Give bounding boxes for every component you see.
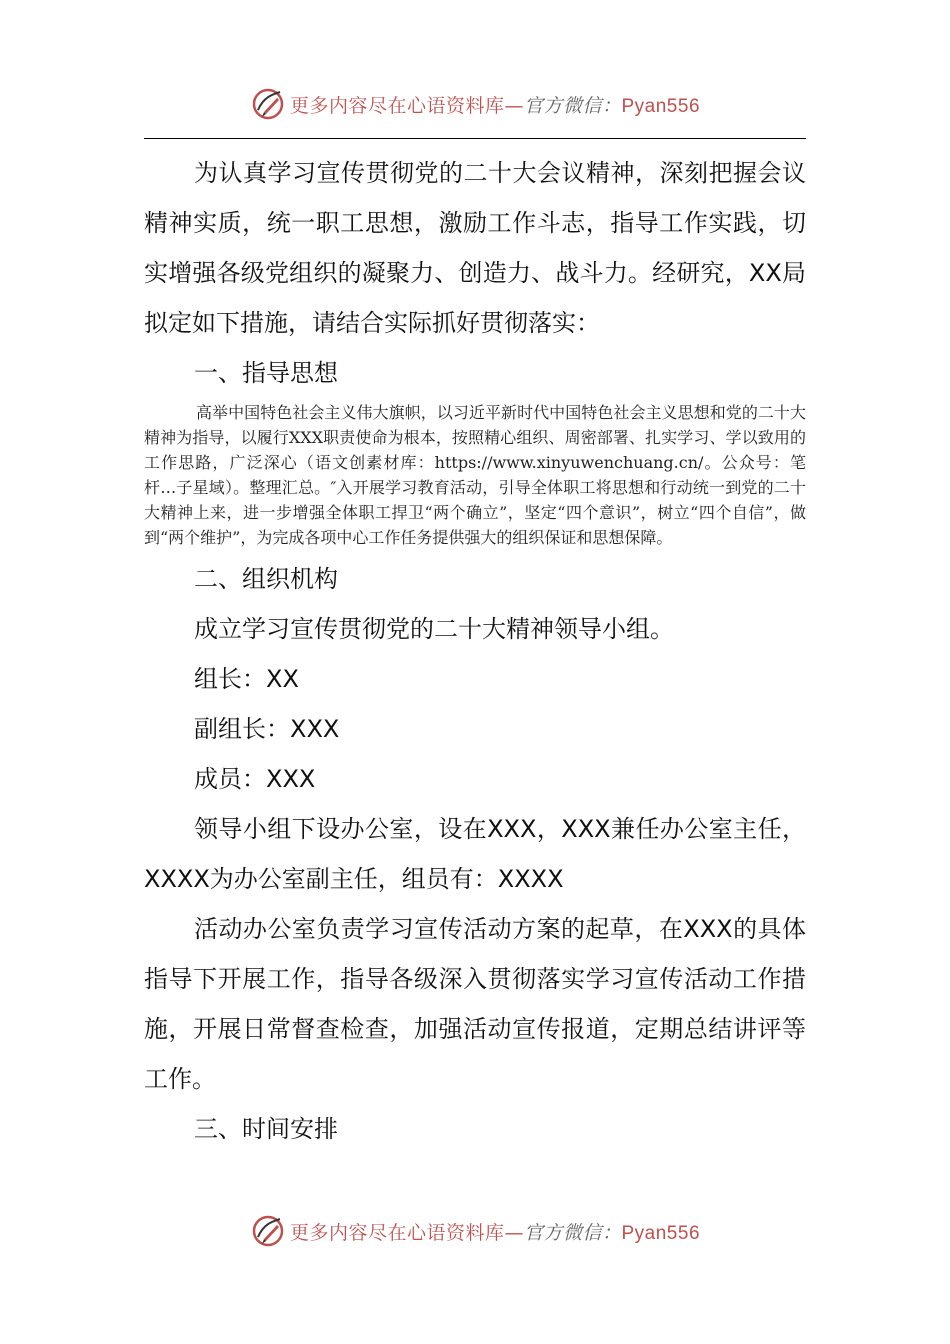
section-heading-1: 一、指导思想 [194,359,338,387]
banner-wechat-label: 官方微信： [523,94,622,117]
office-duty-paragraph: 活动办公室负责学习宣传活动方案的起草，在XXX的具体指导下开展工作，指导各级深入贯彻落实学习宣传活动工作措施，开展日常督查检查，加强活动宣传报道，定期总结讲评等工作。 [144,915,806,1093]
pen-swirl-logo-icon [250,86,286,122]
banner-text [290,91,700,118]
members-line: 成员：XXX [194,765,316,793]
section-2-line-1: 成立学习宣传贯彻党的二十大精神领导小组。 [194,615,674,643]
banner-site-name: 更多内容尽在心语资料库 [289,1221,505,1244]
section-1-body: 高举中国特色社会主义伟大旗帜，以习近平新时代中国特色社会主义思想和党的二十大精神为指导，以履行XXX职责使命为根本，按照精心组织、周密部署、扎实学习、学以致用的工作思路，广泛深心（语文创素材库：https://www.xinyuwenchuang.cn/。公众号：笔杆…子星域）。整理汇总。″入开展学习教育活动，引导全体职工将思想和行动统一到党的二十大精神上来，进一步增强全体职工捍卫“两个确立”，坚定“四个意识”，树立“四个自信”，做到“两个维护”，为完成各项中心工作任务提供强大的组织保证和思想保障。 [144,403,806,547]
deputy-leader-line: 副组长：XXX [194,715,340,743]
section-heading-2: 二、组织机构 [194,565,338,593]
banner-separator: — [504,94,524,117]
section-heading-3: 三、时间安排 [194,1115,338,1143]
banner-wechat-id: Pyan556 [621,95,701,117]
intro-paragraph: 为认真学习宣传贯彻党的二十大会议精神，深刻把握会议精神实质，统一职工思想，激励工作斗志，指导工作实践，切实增强各级党组织的凝聚力、创造力、战斗力。经研究，XX局拟定如下措施，请结合实际抓好贯彻落实： [144,159,806,337]
footer-banner [0,1211,950,1251]
document-body [144,148,806,1154]
banner-separator: — [504,1221,524,1244]
header-rule [144,138,806,139]
office-paragraph: 领导小组下设办公室，设在XXX，XXX兼任办公室主任，XXXX为办公室副主任，组员有：XXXX [144,815,806,893]
banner-site-name: 更多内容尽在心语资料库 [289,94,505,117]
banner-text [290,1218,700,1245]
pen-swirl-logo-icon [250,1213,286,1249]
banner-wechat-id: Pyan556 [621,1222,701,1244]
banner-wechat-label: 官方微信： [523,1221,622,1244]
leader-line: 组长：XX [194,665,299,693]
header-banner [0,84,950,124]
